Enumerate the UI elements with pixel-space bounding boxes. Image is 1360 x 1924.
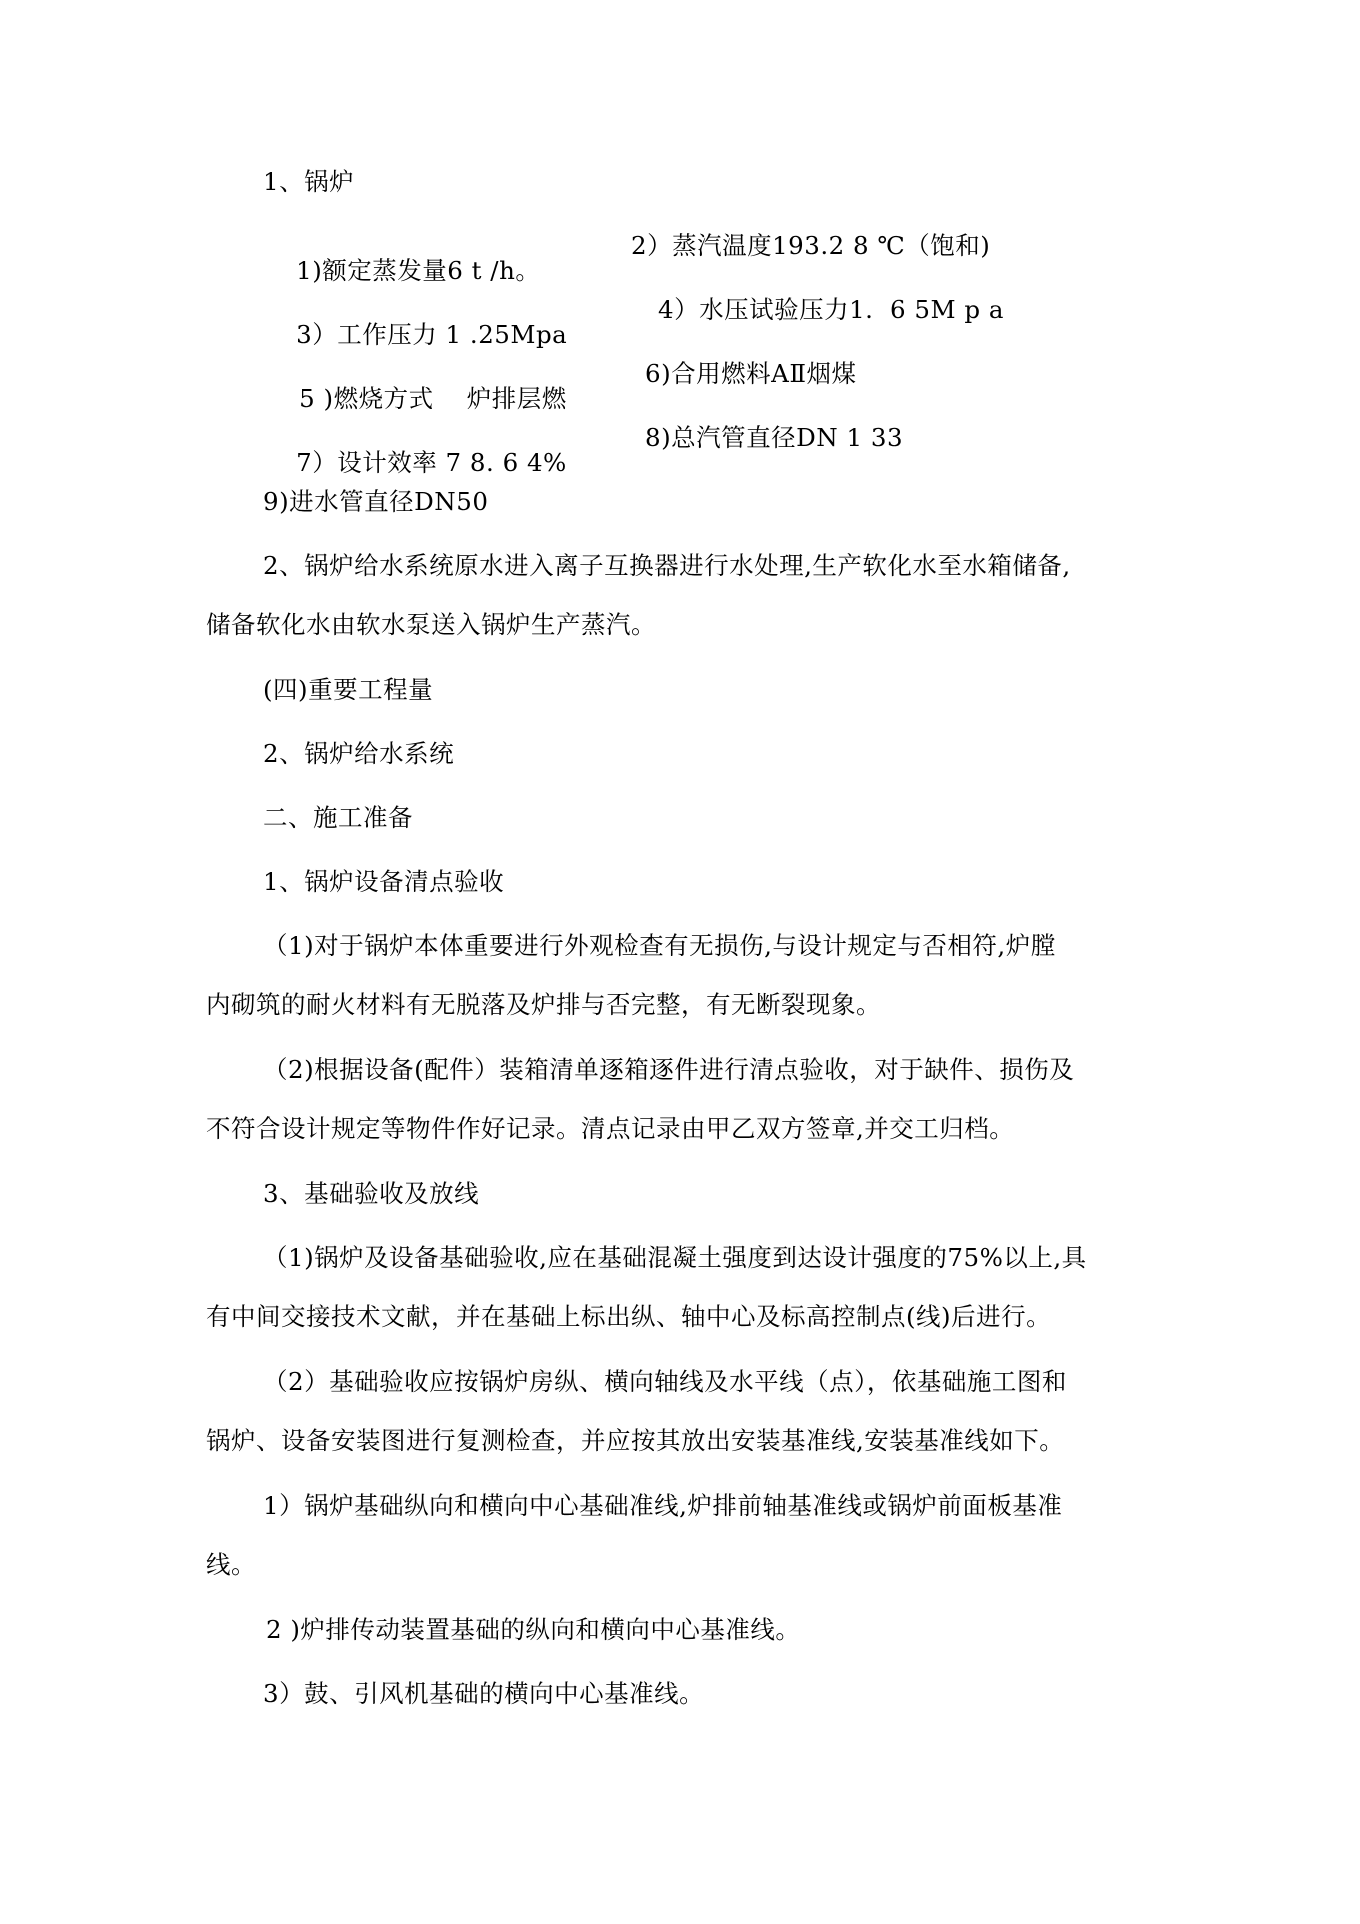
boiler-heading: 1、锅炉 bbox=[263, 167, 355, 196]
water-system-item: 2、锅炉给水系统 bbox=[263, 739, 455, 768]
foundation-p2-line-1: （2）基础验收应按锅炉房纵、横向轴线及水平线（点），依基础施工图和 bbox=[263, 1367, 1067, 1396]
spec-inlet-pipe: 9)进水管直径DN50 bbox=[263, 487, 489, 516]
spec-fuel: 6)合用燃料AⅡ烟煤 bbox=[645, 359, 857, 388]
baseline-item-1-line-2: 线。 bbox=[206, 1550, 256, 1579]
inspection-p1-line-2: 内砌筑的耐火材料有无脱落及炉排与否完整，有无断裂现象。 bbox=[206, 990, 881, 1019]
inspection-heading: 1、锅炉设备清点验收 bbox=[263, 867, 505, 896]
spec-steam-temperature: 2）蒸汽温度193.2 8 ℃（饱和) bbox=[631, 231, 991, 260]
baseline-item-3: 3）鼓、引风机基础的横向中心基准线。 bbox=[263, 1679, 705, 1708]
spec-test-pressure: 4）水压试验压力1. 6 5M p a bbox=[658, 295, 1004, 324]
inspection-p2-line-2: 不符合设计规定等物件作好记录。清点记录由甲乙双方签章,并交工归档。 bbox=[206, 1114, 1015, 1143]
foundation-p1-line-1: （1)锅炉及设备基础验收,应在基础混凝土强度到达设计强度的75%以上,具 bbox=[263, 1243, 1087, 1272]
water-system-line-1: 2、锅炉给水系统原水进入离子互换器进行水处理,生产软化水至水箱储备, bbox=[263, 551, 1071, 580]
spec-main-steam-pipe: 8)总汽管直径DN 1 33 bbox=[645, 423, 904, 452]
inspection-p2-line-1: （2)根据设备(配件）装箱清单逐箱逐件进行清点验收，对于缺件、损伤及 bbox=[263, 1055, 1075, 1084]
foundation-heading: 3、基础验收及放线 bbox=[263, 1179, 480, 1208]
spec-design-efficiency: 7）设计效率 7 8. 6 4% bbox=[296, 447, 567, 477]
spec-rated-evaporation: 1)额定蒸发量6 t /h。 bbox=[296, 255, 541, 285]
baseline-item-2: 2 )炉排传动装置基础的纵向和横向中心基准线。 bbox=[266, 1615, 801, 1644]
inspection-p1-line-1: （1)对于锅炉本体重要进行外观检查有无损伤,与设计规定与否相符,炉膛 bbox=[263, 931, 1056, 960]
water-system-line-2: 储备软化水由软水泵送入锅炉生产蒸汽。 bbox=[206, 610, 656, 639]
foundation-p1-line-2: 有中间交接技术文献，并在基础上标出纵、轴中心及标高控制点(线)后进行。 bbox=[206, 1302, 1052, 1331]
spec-combustion-mode: 5 )燃烧方式 炉排层燃 bbox=[299, 383, 567, 413]
baseline-item-1-line-1: 1）锅炉基础纵向和横向中心基础准线,炉排前轴基准线或锅炉前面板基准 bbox=[263, 1491, 1063, 1520]
foundation-p2-line-2: 锅炉、设备安装图进行复测检查，并应按其放出安装基准线,安装基准线如下。 bbox=[206, 1426, 1065, 1455]
quantities-heading: (四)重要工程量 bbox=[263, 675, 434, 704]
prep-heading: 二、施工准备 bbox=[263, 803, 413, 832]
spec-working-pressure: 3）工作压力 1 .25Mpa bbox=[296, 319, 568, 349]
